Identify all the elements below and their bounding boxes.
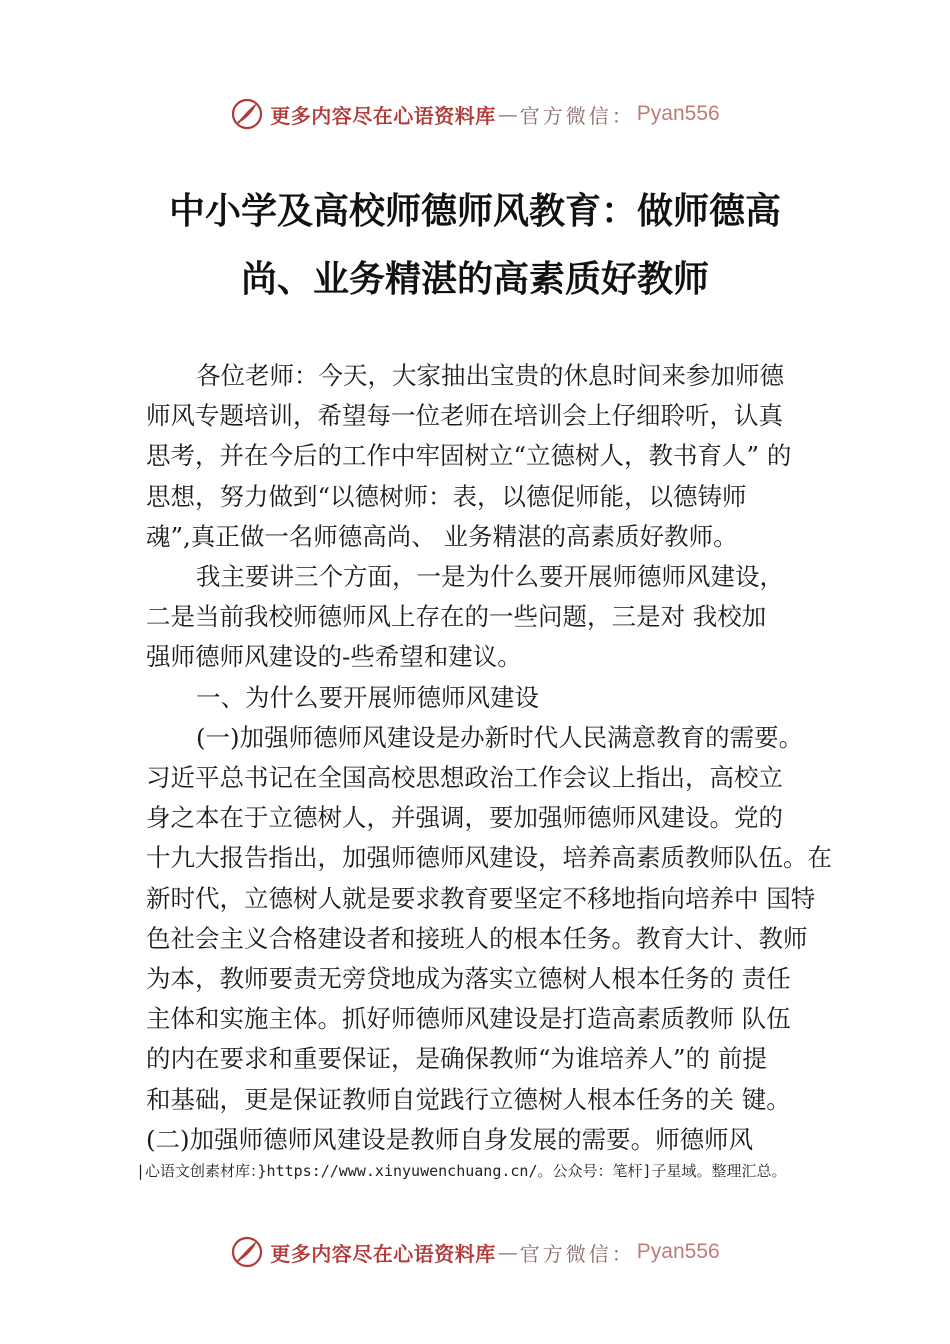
body-line: 主体和实施主体。抓好师德师风建设是打造高素质教师 队伍: [146, 1004, 791, 1034]
body-line: 各位老师：今天，大家抽出宝贵的休息时间来参加师德: [196, 361, 784, 390]
wechat-label: 官方微信：: [519, 1241, 635, 1266]
section-heading: 一、为什么要开展师德师风建设: [196, 682, 539, 712]
body-line: 二是当前我校师德师风上存在的一些问题，三是对 我校加: [146, 602, 767, 632]
document-title: [0, 178, 950, 314]
body-line: 思考，并在今后的工作中牢固树立“立德树人，教书育人” 的: [146, 441, 792, 471]
bottom-banner: [0, 1232, 950, 1272]
body-line: 身之本在于立德树人，并强调，要加强师德师风建设。党的: [146, 803, 783, 833]
promo-text: 更多内容尽在心语资料库: [270, 1241, 496, 1266]
body-line: 和基础，更是保证教师自觉践行立德树人根本任务的关 键。: [146, 1084, 791, 1114]
promo-text: 更多内容尽在心语资料库: [270, 103, 496, 128]
body-line: 强师德师风建设的-些希望和建议。: [146, 642, 522, 672]
body-line: 师风专题培训，希望每一位老师在培训会上仔细聆听，认真: [146, 401, 783, 431]
body-line: 我主要讲三个方面，一是为什么要开展师德师风建设，: [196, 562, 784, 592]
body-line: 魂”,真正做一名师德高尚、 业务精湛的高素质好教师。: [146, 521, 738, 551]
wechat-id: Pyan556: [636, 102, 720, 125]
document-body: [146, 356, 832, 1160]
body-line: 为本，教师要责无旁贷地成为落实立德树人根本任务的 责任: [146, 964, 791, 994]
quill-logo-icon: [230, 1235, 264, 1269]
body-line: 思想，努力做到“以德树师：表，以德促师能，以德铸师: [146, 481, 747, 511]
body-line: 十九大报告指出，加强师德师风建设，培养高素质教师队伍。在: [146, 843, 832, 873]
source-note: |心语文创素材库：}https://www.xinyuwenchuang.cn/。公众号：笔杆]子星域。整理汇总。: [136, 1162, 787, 1180]
body-line: 习近平总书记在全国高校思想政治工作会议上指出，高校立: [146, 763, 783, 793]
title-line-1: 中小学及高校师德师风教育：做师德高: [168, 191, 781, 232]
body-line: 的内在要求和重要保证，是确保教师“为谁培养人”的 前提: [146, 1044, 767, 1074]
body-line: 新时代，立德树人就是要求教育要坚定不移地指向培养中 国特: [146, 883, 816, 913]
quill-logo-icon: [230, 97, 264, 131]
top-banner: [0, 94, 950, 134]
wechat-id: Pyan556: [636, 1240, 720, 1263]
promo-dash: —: [497, 1240, 518, 1264]
subsection-heading: (一)加强师德师风建设是办新时代人民满意教育的需要。: [196, 722, 804, 752]
subsection-heading: (二)加强师德师风建设是教师自身发展的需要。师德师风: [146, 1124, 754, 1154]
promo-dash: —: [497, 102, 518, 126]
wechat-label: 官方微信：: [519, 103, 635, 128]
body-line: 色社会主义合格建设者和接班人的根本任务。教育大计、教师: [146, 923, 808, 953]
title-line-2: 尚、业务精湛的高素质好教师: [240, 259, 709, 300]
